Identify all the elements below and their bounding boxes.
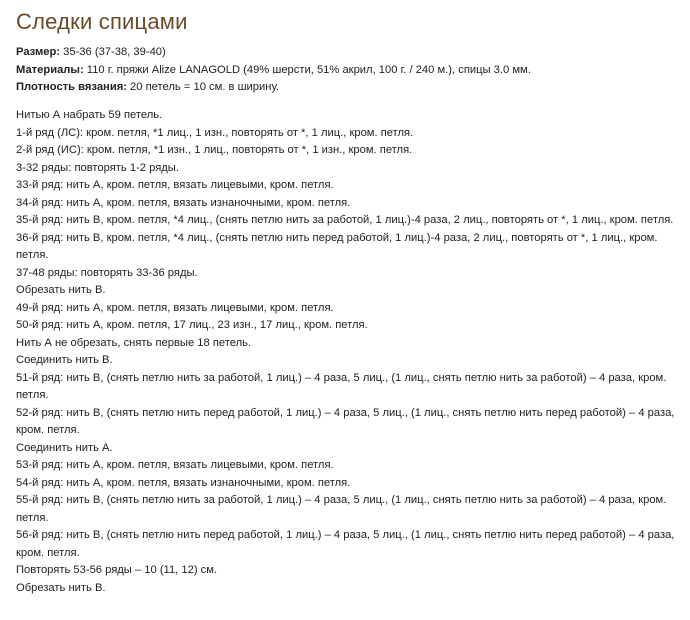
instruction-line: 55-й ряд: нить В, (снять петлю нить за работой, 1 лиц.) – 4 раза, 5 лиц., (1 лиц., снять петлю нить за работой) – 4 раза, кром. петля.	[16, 494, 667, 524]
size-line	[16, 44, 680, 62]
materials-line	[16, 62, 680, 80]
density-value: 20 петель = 10 см. в ширину.	[126, 81, 280, 94]
instruction-line: Нить А не обрезать, снять первые 18 петель.	[16, 336, 252, 349]
size-value: 35-36 (37-38, 39-40)	[60, 46, 166, 58]
density-line	[16, 79, 680, 97]
page-title: Следки спицами	[16, 9, 188, 34]
instruction-line: Обрезать нить В.	[16, 581, 106, 594]
instruction-line: 54-й ряд: нить А, кром. петля, вязать изнаночными, кром. петля.	[16, 476, 351, 489]
instruction-line: 3-32 ряды: повторять 1-2 ряды.	[16, 161, 179, 174]
pattern-info	[16, 44, 680, 97]
instructions-list	[16, 107, 684, 597]
instruction-line: 35-й ряд: нить В, кром. петля, *4 лиц., (снять петлю нить за работой, 1 лиц.)-4 раза, 2 лиц., повторять от *, 1 лиц., кром. петля.	[16, 214, 674, 226]
materials-value: 110 г. пряжи Alize LANAGOLD (49% шерсти, 51% акрил, 100 г. / 240 м.), спицы 3.0 мм.	[83, 63, 531, 76]
instruction-line: Соединить нить А.	[16, 441, 113, 454]
instruction-line: 33-й ряд: нить А, кром. петля, вязать лицевыми, кром. петля.	[16, 179, 334, 191]
instruction-line: 2-й ряд (ИС): кром. петля, *1 изн., 1 лиц., повторять от *, 1 изн., кром. петля.	[16, 144, 413, 156]
instruction-line: 36-й ряд: нить В, кром. петля, *4 лиц., (снять петлю нить перед работой, 1 лиц.)-4 раза, 2 лиц., повторять от *, 1 лиц., кром. петля.	[16, 231, 658, 261]
instruction-line: Нитью А набрать 59 петель.	[16, 109, 163, 121]
instruction-line: 50-й ряд: нить А, кром. петля, 17 лиц., 23 изн., 17 лиц., кром. петля.	[16, 319, 368, 331]
instruction-line: 56-й ряд: нить В, (снять петлю нить перед работой, 1 лиц.) – 4 раза, 5 лиц., (1 лиц., снять петлю нить перед работой) – 4 раза, кром. петля.	[16, 529, 675, 559]
instruction-line: 53-й ряд: нить А, кром. петля, вязать лицевыми, кром. петля.	[16, 459, 334, 471]
instruction-line: 34-й ряд: нить А, кром. петля, вязать изнаночными, кром. петля.	[16, 196, 351, 209]
instruction-line: Повторять 53-56 ряды – 10 (11, 12) см.	[16, 564, 218, 576]
instruction-line: 37-48 ряды: повторять 33-36 ряды.	[16, 266, 198, 279]
instruction-line: 1-й ряд (ЛС): кром. петля, *1 лиц., 1 изн., повторять от *, 1 лиц., кром. петля.	[16, 126, 414, 139]
instruction-line: 52-й ряд: нить В, (снять петлю нить перед работой, 1 лиц.) – 4 раза, 5 лиц., (1 лиц., снять петлю нить перед работой) – 4 раза, кром. петля.	[16, 406, 675, 436]
instruction-line: Соединить нить В.	[16, 354, 113, 366]
materials-label: Материалы:	[16, 63, 84, 76]
instruction-line: Обрезать нить В.	[16, 284, 106, 296]
instruction-line: 49-й ряд: нить А, кром. петля, вязать лицевыми, кром. петля.	[16, 301, 334, 314]
density-label: Плотность вязания:	[16, 81, 127, 94]
instruction-line: 51-й ряд: нить В, (снять петлю нить за работой, 1 лиц.) – 4 раза, 5 лиц., (1 лиц., снять петлю нить за работой) – 4 раза, кром. петля.	[16, 371, 667, 401]
size-label: Размер:	[16, 46, 61, 58]
